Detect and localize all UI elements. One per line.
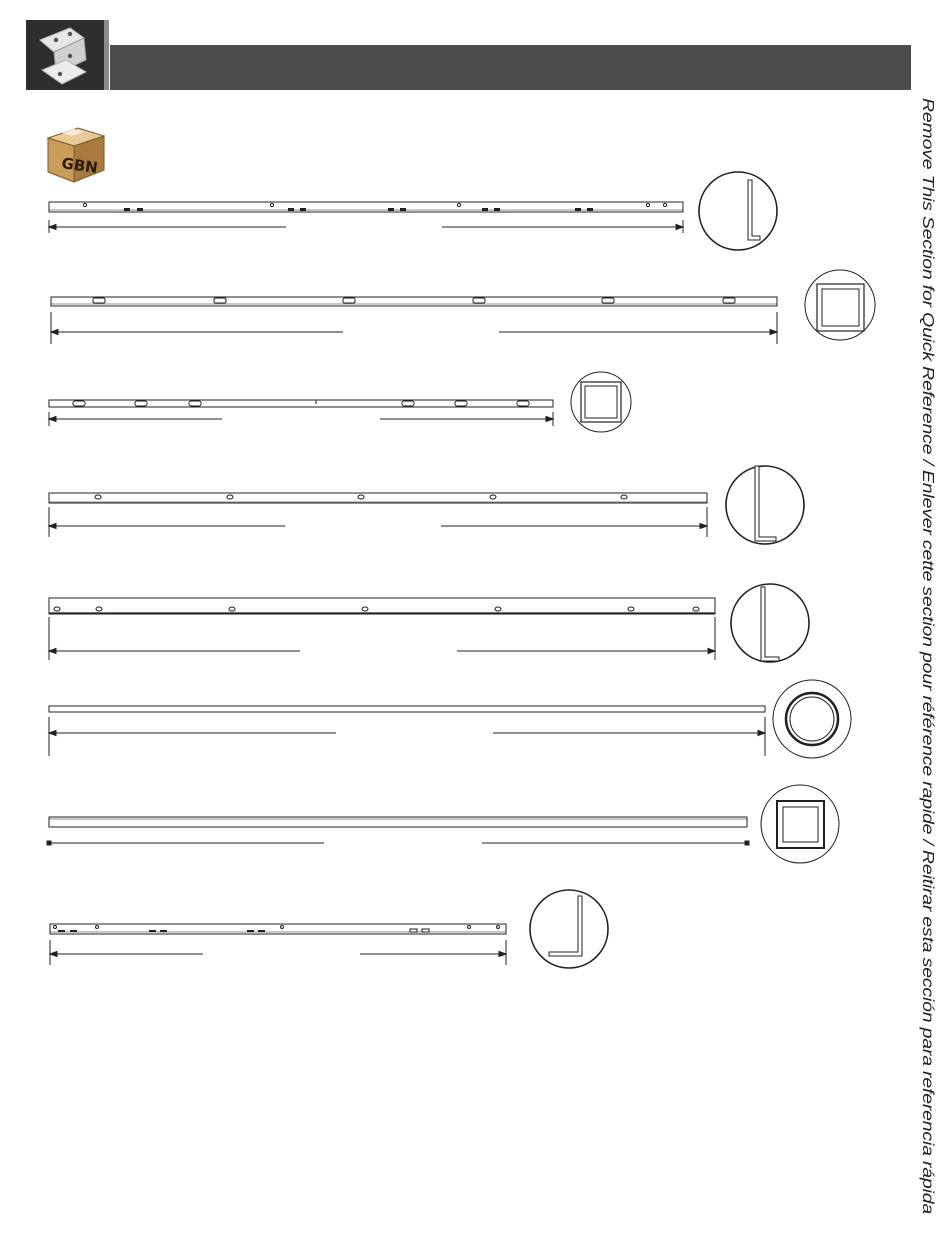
- part-3-rail: [49, 400, 553, 407]
- part-5-rail: [49, 598, 715, 614]
- part-5-profile-callout: [731, 584, 809, 662]
- part-6: [49, 680, 851, 758]
- part-7-rail: [49, 817, 747, 827]
- part-4-profile-callout: [726, 466, 804, 544]
- part-6-rail: [49, 706, 765, 712]
- part-2: [51, 270, 875, 344]
- part-8: [50, 890, 608, 968]
- part-4-rail: [49, 493, 707, 503]
- part-4: [49, 466, 804, 544]
- part-3-profile-callout: [571, 372, 631, 432]
- part-1-profile-callout: [699, 172, 777, 250]
- box-label: GBN: [60, 154, 99, 178]
- part-7-profile-callout: [761, 785, 839, 863]
- part-2-rail: [51, 297, 777, 306]
- part-8-rail: [50, 924, 506, 934]
- part-5: [49, 584, 809, 662]
- quick-reference-sidebar-text: Remove This Section for Quick Reference / Enlever cette section pour référence rapide / Reitirar esta sección para referencia rápida: [918, 98, 937, 1214]
- part-7: [47, 785, 839, 863]
- part-3: [49, 372, 631, 432]
- part-6-profile-callout: [773, 680, 851, 758]
- part-1: [49, 172, 777, 250]
